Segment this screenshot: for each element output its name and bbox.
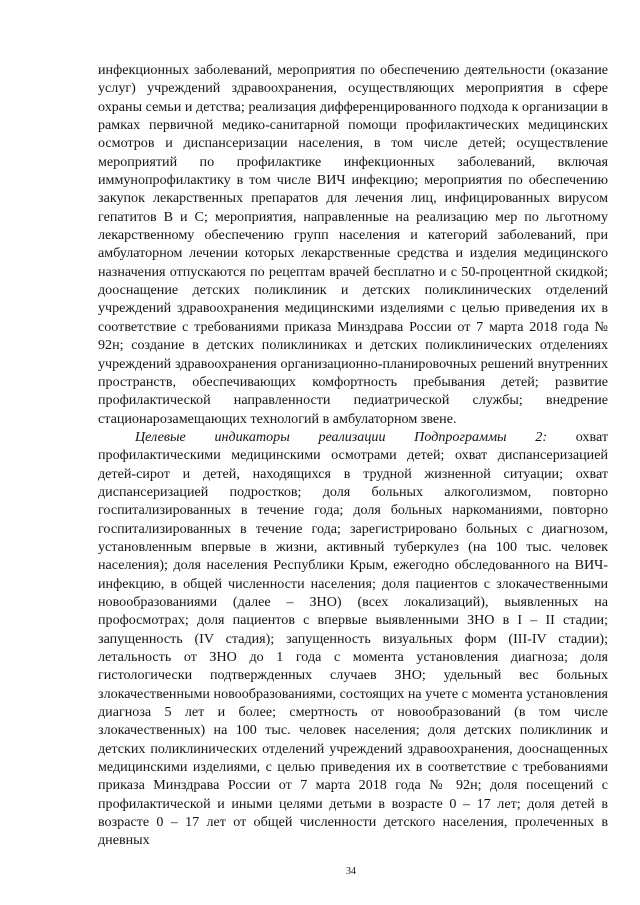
target-indicators-body: охват профилактическими медицинскими осмотрами детей; охват диспансеризацией детей-сирот и детей, находящихся в трудной жизненной ситуации; охват диспансеризацией подростков; доля больных алкоголизмом, повторно госпитализированных в течение года; доля больных наркоманиями, повторно госпитализированных в течение года; зарегистрировано больных с диагнозом, установленным впервые в жизни, активный туберкулез (на 100 тыс. человек населения); доля населения Республики Крым, ежегодно обследованного на ВИЧ-инфекцию, в общей численности населения; доля пациентов с злокачественными новообразованиями (далее – ЗНО) (всех локализаций), выявленных на профосмотрах; доля пациентов с впервые выявленными ЗНО в I – II стадии; запущенность (IV стадия); запущенность визуальных форм (III-IV стадии); летальность от ЗНО до 1 года с момента установления диагноза; доля гистологически подтвержденных случаев ЗНО; удельный вес больных злокачественными новообразованиями, состоящих на учете с момента установления диагноза 5 лет и более; смертность от новообразований (в том числе злокачественных) на 100 тыс. человек населения; доля детских поликлиник и детских поликлинических отделений учреждений здравоохранения, дооснащенных медицинскими изделиями, с целью приведения их в соответствие с требованиями приказа Минздрава России от 7 марта 2018 года № 92н; доля посещений с профилактической и иными целями детьми в возрасте 0 – 17 лет; доля детей в возрасте 0 – 17 лет от общей численности детского населения, пролеченных в дневных <box>98 428 608 849</box>
page-number: 34 <box>346 866 356 877</box>
target-indicators-heading: Целевые индикаторы реализации Подпрограммы 2: <box>135 428 548 445</box>
paragraph-target-indicators <box>98 428 608 850</box>
paragraph-activities: инфекционных заболеваний, мероприятия по обеспечению деятельности (оказание услуг) учреждений здравоохранения, осуществляющих мероприятия в сфере охраны семьи и детства; реализация дифференцированного подхода к организации в рамках первичной медико-санитарной помощи профилактических медицинских осмотров и диспансеризации населения, в том числе детей; осуществление мероприятий по профилактике инфекционных заболеваний, включая иммунопрофилактику в том числе ВИЧ инфекцию; мероприятия по обеспечению закупок лекарственных препаратов для лечения лиц, инфицированных вирусом гепатитов В и С; мероприятия, направленные на реализацию мер по льготному лекарственному обеспечению групп населения и категорий заболеваний, при амбулаторном лечении которых лекарственные средства и изделия медицинского назначения отпускаются по рецептам врачей бесплатно и с 50-процентной скидкой; дооснащение детских поликлиник и детских поликлинических отделений учреждений здравоохранения медицинскими изделиями с целью приведения их в соответствие с требованиями приказа Минздрава России от 7 марта 2018 года № 92н; создание в детских поликлиниках и детских поликлинических отделениях учреждений здравоохранения организационно-планировочных решений внутренних пространств, обеспечивающих комфортность пребывания детей; развитие профилактической направленности педиатрической службы; внедрение стационарозамещающих технологий в амбулаторном звене. <box>98 62 608 427</box>
document-page <box>98 61 608 850</box>
